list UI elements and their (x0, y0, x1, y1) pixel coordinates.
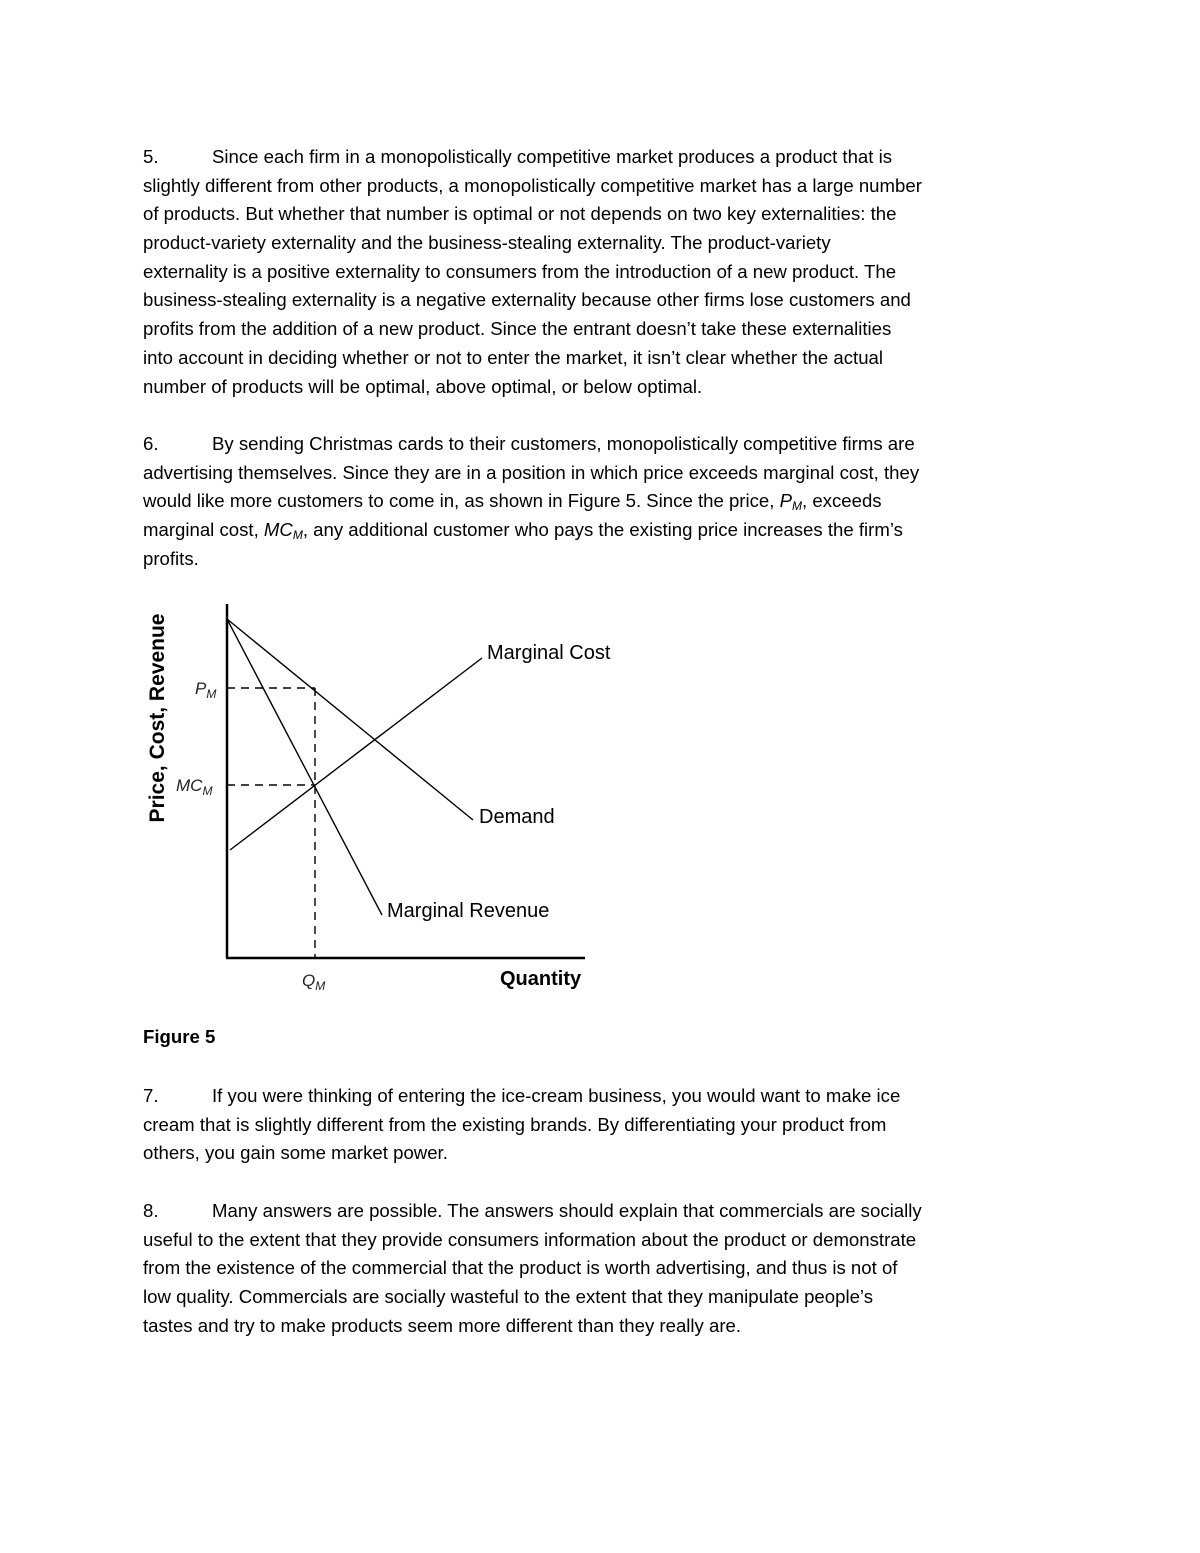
paragraph-number: 8. (143, 1200, 159, 1221)
line-text: If you were thinking of entering the ice-cream business, you would want to make ice (212, 1085, 901, 1106)
line-text: useful to the extent that they provide consumers information about the product or demonstrate (143, 1228, 917, 1250)
x-axis-label: Quantity (500, 968, 582, 990)
line-text: profits. (143, 547, 199, 569)
subscript: M (292, 528, 303, 543)
paragraph-number: 7. (143, 1085, 159, 1106)
line-text: of products. But whether that number is optimal or not depends on two key externalities: the (143, 203, 897, 225)
line-text: By sending Christmas cards to their customers, monopolistically competitive firms are (212, 433, 915, 454)
figure-caption: Figure 5 (143, 1026, 216, 1047)
line-text: externality is a positive externality to consumers from the introduction of a new product. The (143, 260, 897, 282)
pm-tick-label: $P_M$ (195, 679, 217, 701)
mc-label: Marginal Cost (487, 642, 611, 664)
paragraph-number: 5. (143, 146, 159, 167)
line-text: cream that is slightly different from the existing brands. By differentiating your product from (143, 1113, 887, 1135)
line-text: Since each firm in a monopolistically competitive market produces a product that is (212, 146, 893, 167)
line-text: Many answers are possible. The answers should explain that commercials are socially (212, 1200, 922, 1221)
demand-label: Demand (479, 806, 555, 828)
line-text: from the existence of the commercial that the product is worth advertising, and thus is not of (143, 1257, 898, 1279)
marginal-revenue-curve (227, 619, 382, 915)
line-text: advertising themselves. Since they are in a position in which price exceeds marginal cost, they (143, 461, 920, 483)
subscript: M (792, 499, 803, 514)
demand-curve (227, 619, 473, 820)
marginal-cost-curve (230, 658, 482, 850)
line-text: slightly different from other products, a monopolistically competitive market has a large number (143, 174, 922, 196)
line-text: tastes and try to make products seem more different than they really are. (143, 1314, 742, 1336)
y-axis-label: Price, Cost, Revenue (146, 613, 169, 823)
mr-label: Marginal Revenue (387, 900, 550, 922)
line-text: , exceeds (802, 490, 882, 512)
mcm-tick-label: $MC_M$ (176, 776, 213, 798)
line-text: product-variety externality and the business-stealing externality. The product-variety (143, 232, 831, 254)
line-text: marginal cost, (143, 519, 264, 541)
line-text: number of products will be optimal, above optimal, or below optimal. (143, 375, 703, 397)
line-text: profits from the addition of a new product. Since the entrant doesn’t take these externalities (143, 318, 892, 340)
line-text: MC (263, 519, 293, 541)
line-text: others, you gain some market power. (143, 1142, 448, 1164)
qm-tick-label: $Q_M$ (302, 971, 326, 993)
line-text: low quality. Commercials are socially wasteful to the extent that they manipulate people’s (143, 1286, 874, 1308)
line-text: P (779, 490, 793, 512)
line-text: business-stealing externality is a negative externality because other firms lose customers and (143, 289, 911, 311)
line-text: would like more customers to come in, as shown in Figure 5. Since the price, (143, 490, 780, 512)
line-text: , any additional customer who pays the existing price increases the firm’s (302, 519, 903, 541)
line-text: into account in deciding whether or not to enter the market, it isn’t clear whether the actual (143, 346, 884, 368)
paragraph-number: 6. (143, 433, 159, 454)
